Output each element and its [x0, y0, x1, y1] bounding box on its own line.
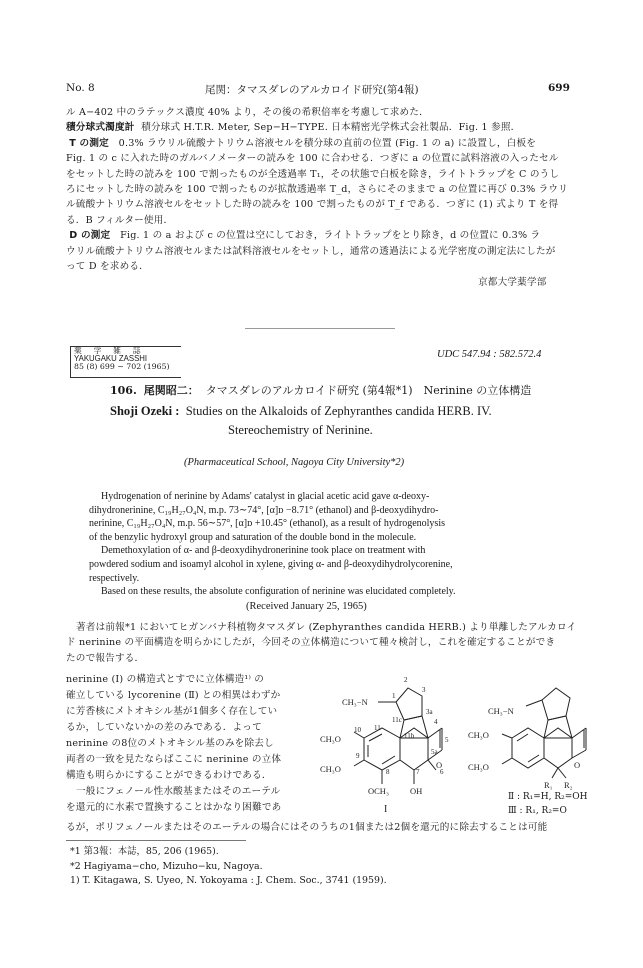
legend-entry: Ⅱ : R₁=H, R₂=OH	[508, 792, 588, 802]
methods-line: ル A−402 中のラテックス濃度 40% より，その後の希釈倍率を考慮して求めた．	[66, 107, 429, 118]
body-full-line: るが，ポリフェノールまたはそのエーテルの場合にはそのうちの1個または2個を還元的に除去することは可能	[66, 822, 548, 833]
udc-code: UDC 547.94 : 582.572.4	[437, 349, 542, 360]
abstract-line: dihydronerinine, C₁₉H₂₇O₄N, m.p. 73∼74°, [α]ᴅ −8.71° (ethanol) and β-deoxydihydro-	[89, 504, 439, 516]
r2-substituent: R₂	[564, 780, 573, 790]
sphere-label: 積分球式濁度計	[66, 122, 135, 134]
footnote-rule	[66, 840, 246, 841]
pyrrolidine-ring	[542, 688, 570, 720]
footnote: 1) T. Kitagawa, S. Uyeo, N. Yokoyama : J. Chem. Soc., 3741 (1959).	[70, 875, 387, 886]
journal-ref-box	[70, 346, 181, 378]
atom-number: 11	[374, 724, 381, 732]
abstract-line: powdered sodium and isoamyl alcohol in xylene, giving α- and β-deoxydihydrolycorenine,	[89, 558, 453, 570]
title-en-2: Stereochemistry of Nerinine.	[228, 423, 373, 437]
n-methyl-group: CH₃−N	[342, 697, 368, 707]
d-paragraph	[66, 228, 586, 243]
atom-number: 9	[356, 752, 360, 760]
abstract-line: nerinine, C₁₉H₂₇O₄N, m.p. 56∼57°, [α]ᴅ +10.45° (ethanol), as a result of hydrogenolysis	[89, 518, 445, 530]
abstract-line: Demethoxylation of α- and β-deoxydihydronerinine took place on treatment with	[101, 545, 426, 557]
ring-oxygen: O	[436, 760, 443, 770]
title-jp-line	[110, 382, 531, 398]
t-line: 0.3% ラウリル硫酸ナトリウム溶液セルを積分球の直前の位置 (Fig. 1 の a) に設置し，白板を	[118, 137, 537, 149]
n-methyl-group: CH₃−N	[488, 706, 514, 716]
author-jp: 尾関昭二：	[143, 384, 199, 397]
t-paragraph	[66, 136, 586, 151]
atom-number: 7	[416, 768, 420, 776]
t-line: Fig. 1 の c に入れた時のガルバノメーターの読みを 100 に合わせる．つぎに a の位置に試料溶液の入ったセル	[66, 153, 559, 165]
atom-number: 2	[404, 676, 408, 684]
journal-volume: 85 (8) 699 ∼ 702 (1965)	[74, 362, 170, 371]
atom-number: 6	[440, 768, 444, 776]
body-line: 両者の一致を見たならばここに nerinine の立体	[66, 754, 282, 765]
d-line: ウリル硫酸ナトリウム溶液セルまたは試料溶液セルをセットし，通常の透過法による光学密度の測定法にしたが	[66, 245, 556, 257]
middle-ring	[544, 728, 572, 768]
affiliation: 京都大学薬学部	[478, 277, 547, 288]
d-line: Fig. 1 の a および c の位置は空にしておき，ライトトラップをとり除き，d の位置に 0.3% ラ	[120, 230, 541, 242]
structure-legend	[508, 790, 588, 818]
body-line: 構造も明らかにすることができるわけである．	[66, 770, 272, 781]
journal-name-en: YAKUGAKU ZASSHI	[74, 354, 148, 363]
r1-substituent: R₁	[544, 780, 553, 790]
d-line: って D を求める．	[66, 261, 149, 273]
body-line: を還元的に水素で置換することはかなり困難であ	[66, 802, 282, 813]
structure-label: I	[384, 804, 388, 815]
ring-oxygen: O	[574, 760, 581, 770]
article-number: 106.	[110, 384, 137, 397]
body-line: nerinine (Ⅰ) の構造式とすでに立体構造¹⁾ の	[66, 674, 265, 685]
abstract	[89, 490, 589, 599]
atom-number: 4	[434, 718, 438, 726]
t-line: ル硫酸ナトリウム溶液セルをセットした時の読みを 100 で割ったものが T_f である．つぎに (1) 式より T を得	[66, 199, 559, 211]
section-divider	[245, 328, 395, 329]
methoxy-group: OCH₃	[368, 786, 389, 796]
body-line: nerinine の8位のメトオキシル基のみを除去し	[66, 738, 274, 749]
title-jp: タマスダレのアルカロイド研究 (第4報*1) Nerinine の立体構造	[205, 384, 532, 397]
abstract-line: Hydrogenation of nerinine by Adams' catalyst in glacial acetic acid gave α-deoxy-	[101, 491, 430, 502]
received-date: (Received January 25, 1965)	[246, 601, 367, 612]
body-line: 一般にフェノール性水酸基またはそのエーテル	[76, 786, 281, 797]
page-number: 699	[548, 82, 570, 94]
footnote: *2 Hagiyama−cho, Mizuho−ku, Nagoya.	[70, 860, 263, 872]
t-line: る．B フィルター使用．	[66, 214, 174, 226]
intro-paragraph	[66, 620, 596, 666]
atom-number: 3	[422, 686, 426, 694]
atom-number: 5	[445, 736, 449, 744]
t-line: をセットした時の読みを 100 で割ったものが全透過率 T₁，その状態で白板を除き，ライトトラップを C のうし	[66, 168, 560, 180]
hydroxyl-group: OH	[410, 786, 423, 796]
atom-number: 11c	[392, 716, 402, 724]
methoxy-group: CH₃O	[468, 762, 489, 772]
body-line: 確立している lycorenine (Ⅱ) との相異はわずか	[66, 690, 281, 701]
atom-number: 1	[392, 692, 396, 700]
legend-entry: Ⅲ : R₁, R₂=O	[508, 806, 567, 816]
sphere-paragraph	[66, 120, 586, 135]
atom-number: 3a	[426, 708, 433, 716]
abstract-line: Based on these results, the absolute configuration of nerinine was elucidated completely.	[101, 586, 456, 598]
atom-number: 5a	[431, 748, 438, 756]
title-en-1: Studies on the Alkaloids of Zephyranthes candida HERB. IV.	[185, 404, 492, 418]
body-line: に芳香核にメトオキシル基が1個多く存在してい	[66, 706, 278, 717]
journal-name-jp: 薬 学 雑 誌	[74, 346, 143, 355]
issue-number: No. 8	[66, 82, 95, 94]
footnote: *1 第3報：本誌，85, 206 (1965).	[70, 846, 219, 857]
structure-nerinine	[318, 670, 458, 818]
methoxy-group: CH₃O	[320, 764, 341, 774]
structure-lycorenine	[466, 676, 606, 796]
institution: (Pharmaceutical School, Nagoya City University*2)	[184, 457, 405, 468]
methoxy-group: CH₃O	[320, 734, 341, 744]
t-label: T の測定	[69, 137, 109, 149]
abstract-line: of the benzylic hydroxyl group and saturation of the double bond in the molecule.	[89, 531, 417, 543]
footnotes	[70, 845, 387, 889]
atom-number: 11b	[404, 732, 415, 740]
intro-line: たので報告する．	[66, 652, 145, 664]
atom-number: 8	[386, 768, 390, 776]
methods-section	[66, 105, 586, 274]
abstract-line: respectively.	[89, 572, 140, 584]
sphere-text: 積分球式 H.T.R. Meter, Sep−H−TYPE. 日本精密光学株式会社製品．Fig. 1 参照．	[141, 122, 521, 134]
intro-line: 著者は前報*1 においてヒガンバナ科植物タマスダレ (Zephyranthes candida HERB.) より単離したアルカロイ	[76, 622, 577, 633]
title-en-line	[110, 405, 492, 419]
author-en: Shoji Ozeki :	[110, 404, 180, 418]
atom-number: 10	[354, 726, 361, 734]
methoxy-group: CH₃O	[468, 730, 489, 740]
d-label: D の測定	[69, 230, 111, 242]
t-line: ろにセットした時の読みを 100 で割ったものが拡散透過率 T_d，さらにそのままで a の位置に再び 0.3% ラウリ	[66, 184, 569, 196]
body-line: るか，していないかの差のみである．よって	[66, 722, 262, 733]
body-column	[66, 672, 311, 816]
intro-line: ド nerinine の平面構造を明らかにしたが，今回その立体構造について種々検討し，これを確定することができ	[66, 637, 556, 649]
running-title: 尾関：タマスダレのアルカロイド研究(第4報)	[205, 84, 419, 96]
